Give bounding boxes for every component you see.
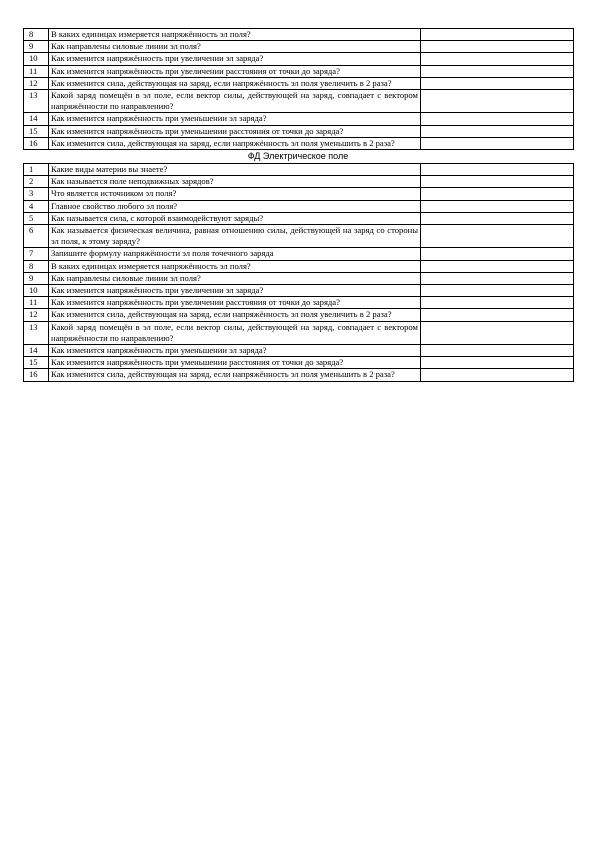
question-text: Как изменится напряжённость при уменьшении эл заряда?: [49, 345, 421, 357]
answer-cell[interactable]: [421, 297, 574, 309]
questions-table-body: [24, 164, 574, 382]
question-number: 15: [24, 125, 49, 137]
question-text: Как направлены силовые линии эл поля?: [49, 272, 421, 284]
answer-cell[interactable]: [421, 65, 574, 77]
question-text: Что является источником эл поля?: [49, 188, 421, 200]
question-number: 15: [24, 357, 49, 369]
question-row: [24, 285, 574, 297]
answer-cell[interactable]: [421, 260, 574, 272]
answer-cell[interactable]: [421, 164, 574, 176]
question-text: Как изменится сила, действующая на заряд, если напряжённость эл поля увеличить в 2 раза?: [49, 77, 421, 89]
question-row: [24, 272, 574, 284]
question-number: 10: [24, 285, 49, 297]
question-row: [24, 41, 574, 53]
question-text: Как изменится напряжённость при увеличении эл заряда?: [49, 53, 421, 65]
question-text: Как изменится сила, действующая на заряд, если напряжённость эл поля уменьшить в 2 раза?: [49, 369, 421, 381]
question-text: Как называется физическая величина, равная отношению силы, действующей на заряд со стороны эл поля, к этому заряду?: [49, 225, 421, 248]
question-row: [24, 125, 574, 137]
question-text: Как изменится напряжённость при уменьшении эл заряда?: [49, 113, 421, 125]
answer-cell[interactable]: [421, 53, 574, 65]
question-text: Как называется поле неподвижных зарядов?: [49, 176, 421, 188]
question-number: 10: [24, 53, 49, 65]
question-text: Как изменится сила, действующая на заряд, если напряжённость эл поля увеличить в 2 раза?: [49, 309, 421, 321]
question-row: [24, 212, 574, 224]
question-number: 16: [24, 137, 49, 149]
answer-cell[interactable]: [421, 357, 574, 369]
answer-cell[interactable]: [421, 77, 574, 89]
question-number: 3: [24, 188, 49, 200]
question-text: В каких единицах измеряется напряжённость эл поля?: [49, 29, 421, 41]
question-number: 9: [24, 272, 49, 284]
answer-cell[interactable]: [421, 321, 574, 344]
question-text: Как изменится сила, действующая на заряд, если напряжённость эл поля уменьшить в 2 раза?: [49, 137, 421, 149]
question-text: Как называется сила, с которой взаимодействуют заряды?: [49, 212, 421, 224]
answer-cell[interactable]: [421, 285, 574, 297]
questions-table-electric-field: [23, 163, 574, 382]
question-number: 4: [24, 200, 49, 212]
question-row: [24, 369, 574, 381]
question-text: Какие виды материи вы знаете?: [49, 164, 421, 176]
question-number: 1: [24, 164, 49, 176]
question-number: 8: [24, 29, 49, 41]
question-row: [24, 176, 574, 188]
question-row: [24, 297, 574, 309]
question-row: [24, 225, 574, 248]
question-number: 2: [24, 176, 49, 188]
question-number: 13: [24, 321, 49, 344]
answer-cell[interactable]: [421, 212, 574, 224]
question-number: 5: [24, 212, 49, 224]
questions-table-body: [24, 29, 574, 150]
answer-cell[interactable]: [421, 29, 574, 41]
questions-table-continued: [23, 28, 574, 150]
answer-cell[interactable]: [421, 272, 574, 284]
answer-cell[interactable]: [421, 137, 574, 149]
question-row: [24, 248, 574, 260]
question-text: Как изменится напряжённость при увеличении расстояния от точки до заряда?: [49, 65, 421, 77]
question-row: [24, 260, 574, 272]
answer-cell[interactable]: [421, 90, 574, 113]
section-title: ФД Электрическое поле: [247, 151, 349, 162]
question-number: 13: [24, 90, 49, 113]
answer-cell[interactable]: [421, 176, 574, 188]
question-number: 11: [24, 65, 49, 77]
question-row: [24, 164, 574, 176]
question-row: [24, 345, 574, 357]
question-text: Главное свойство любого эл поля?: [49, 200, 421, 212]
question-text: Как изменится напряжённость при увеличении расстояния от точки до заряда?: [49, 297, 421, 309]
question-number: 11: [24, 297, 49, 309]
question-text: В каких единицах измеряется напряжённость эл поля?: [49, 260, 421, 272]
question-text: Какой заряд помещён в эл поле, если вектор силы, действующей на заряд, совпадает с вектором напряжённости по направлению?: [49, 321, 421, 344]
worksheet-page: [23, 28, 573, 382]
question-row: [24, 357, 574, 369]
answer-cell[interactable]: [421, 41, 574, 53]
question-row: [24, 137, 574, 149]
question-row: [24, 309, 574, 321]
question-row: [24, 29, 574, 41]
answer-cell[interactable]: [421, 200, 574, 212]
answer-cell[interactable]: [421, 188, 574, 200]
question-number: 8: [24, 260, 49, 272]
answer-cell[interactable]: [421, 125, 574, 137]
question-row: [24, 113, 574, 125]
question-number: 14: [24, 345, 49, 357]
question-text: Какой заряд помещён в эл поле, если вектор силы, действующей на заряд, совпадает с вектором напряжённости по направлению?: [49, 90, 421, 113]
answer-cell[interactable]: [421, 345, 574, 357]
question-row: [24, 90, 574, 113]
question-text: Запишите формулу напряжённости эл поля точечного заряда: [49, 248, 421, 260]
answer-cell[interactable]: [421, 248, 574, 260]
question-number: 14: [24, 113, 49, 125]
question-text: Как направлены силовые линии эл поля?: [49, 41, 421, 53]
question-number: 12: [24, 309, 49, 321]
question-number: 9: [24, 41, 49, 53]
question-number: 12: [24, 77, 49, 89]
question-row: [24, 77, 574, 89]
question-number: 7: [24, 248, 49, 260]
question-text: Как изменится напряжённость при уменьшении расстояния от точки до заряда?: [49, 357, 421, 369]
answer-cell[interactable]: [421, 369, 574, 381]
question-text: Как изменится напряжённость при уменьшении расстояния от точки до заряда?: [49, 125, 421, 137]
question-row: [24, 53, 574, 65]
question-row: [24, 65, 574, 77]
question-number: 16: [24, 369, 49, 381]
question-number: 6: [24, 225, 49, 248]
question-row: [24, 321, 574, 344]
question-row: [24, 188, 574, 200]
question-row: [24, 200, 574, 212]
answer-cell[interactable]: [421, 113, 574, 125]
question-text: Как изменится напряжённость при увеличении эл заряда?: [49, 285, 421, 297]
answer-cell[interactable]: [421, 225, 574, 248]
answer-cell[interactable]: [421, 309, 574, 321]
